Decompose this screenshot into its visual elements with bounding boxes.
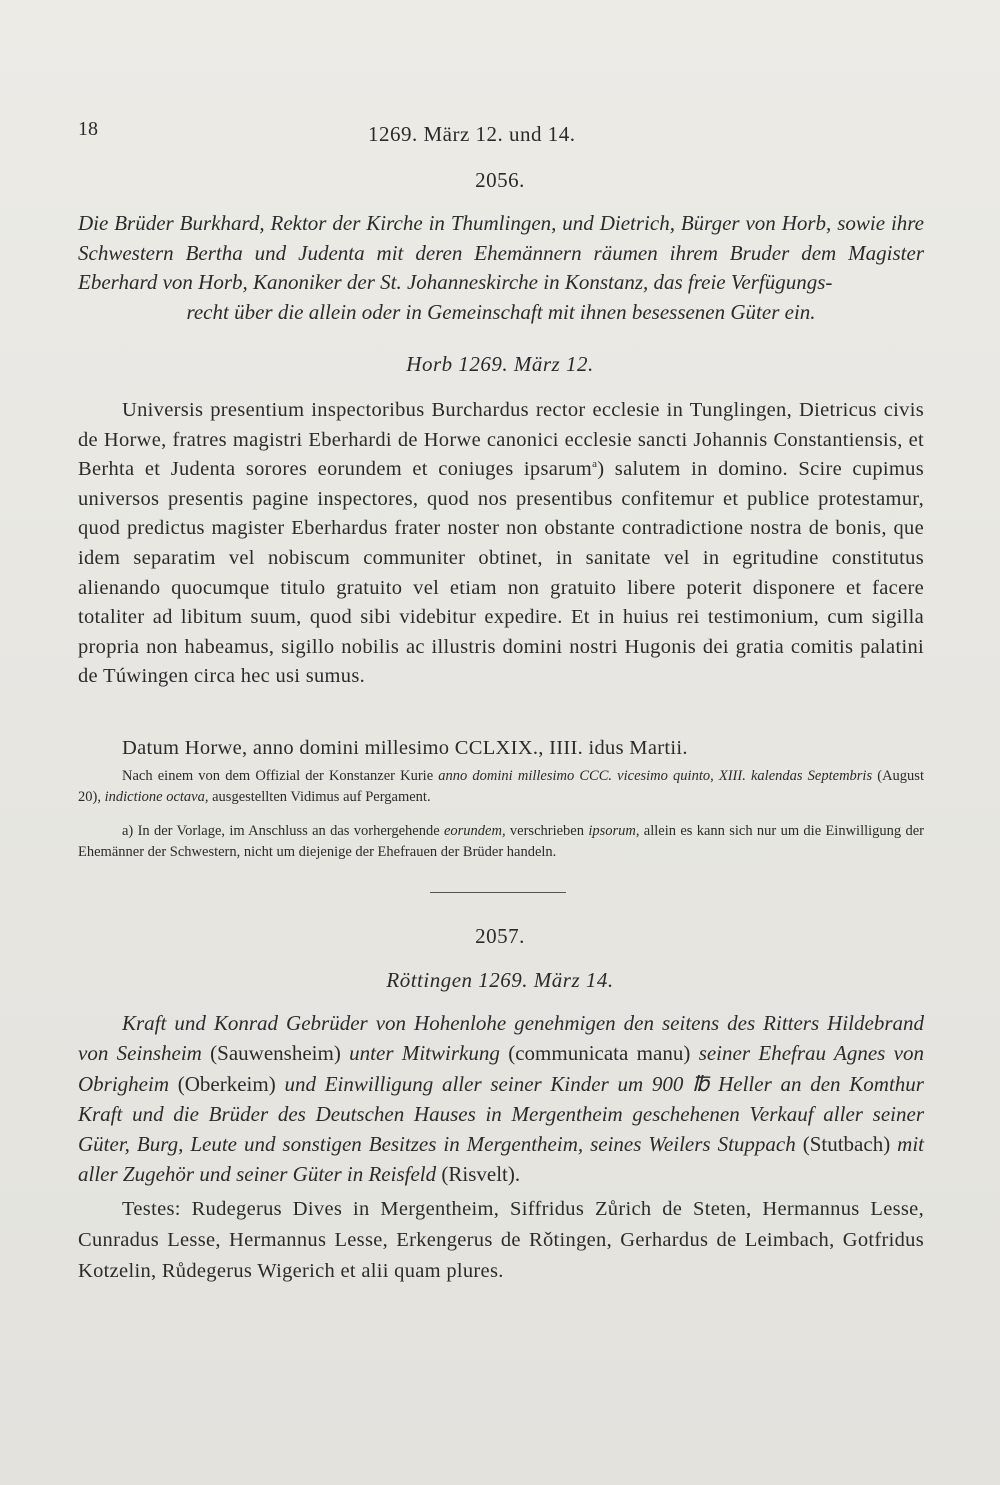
running-title: 1269. März 12. und 14. xyxy=(368,122,576,146)
footnote-text: verschrieben xyxy=(505,823,589,839)
summary-plain: (Sauwensheim) xyxy=(201,1041,350,1066)
witnesses-2057: Testes: Rudegerus Dives in Mergentheim, Siffridus Zůrich de Steten, Hermannus Lesse, Cunradus Lesse, Hermannus Lesse, Erkengerus de Rǒtingen, Gerhardus de Leimbach, Gotfridus Kotzelin, Růdegerus Wigerich et alii quam plures. xyxy=(78,1198,924,1282)
summary-text: Die Brüder Burkhard, Rektor der Kirche in Thumlingen, und Dietrich, Bürger von Horb, sowie ihre Schwestern Bertha und Judenta mit deren Ehemännern räumen ihrem Bruder dem Magister Eberhard von Horb, Kanoniker der St. Johanneskirche in Konstanz, das freie Verfügungs- xyxy=(78,211,924,294)
source-note-text: (August 20), xyxy=(78,768,924,805)
source-note-2056 xyxy=(78,766,924,808)
summary-last-line: recht über die allein oder in Gemeinschaft mit ihnen besessenen Güter ein. xyxy=(186,299,816,324)
footnote-italic: eorundem, xyxy=(443,823,506,839)
section-divider xyxy=(430,892,566,893)
source-note-italic: anno domini millesimo CCC. vicesimo quinto, XIII. kalendas Septembris xyxy=(438,768,873,784)
source-note-text: Nach einem von dem Offizial der Konstanzer Kurie xyxy=(122,768,439,784)
dating-clause-2056: Datum Horwe, anno domini millesimo CCLXIX., IIII. idus Martii. xyxy=(122,737,688,759)
place-date-2056: Horb 1269. März 12. xyxy=(406,352,594,376)
footnote-a xyxy=(78,821,924,863)
source-note-italic: indictione octava, xyxy=(104,789,209,805)
charter-text-part2: ) salutem in domino. Scire cupimus universos presentis pagine inspectores, quod nos presentibus confitemur et publice protestamur, quod predictus magister Eberhardus frater noster non obstante contradictione nostra de bonis, que idem separatim vel nobiscum communiter obtinet, in sanitate vel in egritudine constitutus alienando quocumque titulo gratuito vel etiam non gratuito libere poterit disponere et facere totaliter ad libitum suum, quod sibi videbitur expedire. Et in huius rei testimonium, cum sigilla propria non habeamus, sigillo nobilis ac illustris domini nostri Hugonis dei gratia comitis palatini de Túwingen circa hec usi sumus. xyxy=(78,458,924,688)
page-number: 18 xyxy=(78,118,98,140)
summary-plain: (Stutbach) xyxy=(795,1132,898,1157)
document-summary-2056 xyxy=(78,209,924,327)
charter-text-2056 xyxy=(78,396,924,692)
document-number-2056: 2056. xyxy=(475,168,525,192)
summary-italic: unter Mitwirkung xyxy=(349,1041,500,1066)
footnote-text: a) In der Vorlage, im Anschluss an das vorhergehende xyxy=(122,823,444,839)
footnote-text: allein es kann sich nur um die Einwilligung der Ehemänner der Schwestern, nicht um diejenige der Ehefrauen der Brüder handeln. xyxy=(78,823,925,860)
summary-plain: (Risvelt). xyxy=(436,1162,521,1187)
summary-italic: und Einwilligung aller seiner Kinder um 900 ℔ Heller an den Komthur Kraft und die Brüder des Deutschen Hauses in Mergentheim geschehenen Verkauf aller seiner Güter, Burg, Leute und sonstigen Besitzes in Mergentheim, seines Weilers Stuppach xyxy=(78,1071,924,1157)
document-number-2057: 2057. xyxy=(475,924,525,948)
page-header xyxy=(78,118,920,148)
footnote-marker: a xyxy=(592,458,598,471)
summary-italic: mit aller Zugehör und seiner Güter in Reisfeld xyxy=(78,1132,924,1187)
summary-italic: Kraft und Konrad Gebrüder von Hohenlohe genehmigen den seitens des Ritters Hildebrand von Seinsheim xyxy=(78,1011,924,1066)
place-date-2057: Röttingen 1269. März 14. xyxy=(386,968,614,992)
footnote-italic: ipsorum, xyxy=(588,823,640,839)
summary-italic: seiner Ehefrau Agnes von Obrigheim xyxy=(78,1041,924,1096)
source-note-text: ausgestellten Vidimus auf Pergament. xyxy=(208,789,431,805)
document-summary-2057 xyxy=(78,1008,924,1190)
summary-plain: (Oberkeim) xyxy=(169,1071,285,1096)
summary-plain: (communicata manu) xyxy=(499,1041,699,1066)
charter-text-part1: Universis presentium inspectoribus Burchardus rector ecclesie in Tunglingen, Dietricus civis de Horwe, fratres magistri Eberhardi de Horwe canonici ecclesie sancti Johannis Constantiensis, et Berhta et Judenta sorores eorundem et coniuges ipsarum xyxy=(78,399,924,481)
